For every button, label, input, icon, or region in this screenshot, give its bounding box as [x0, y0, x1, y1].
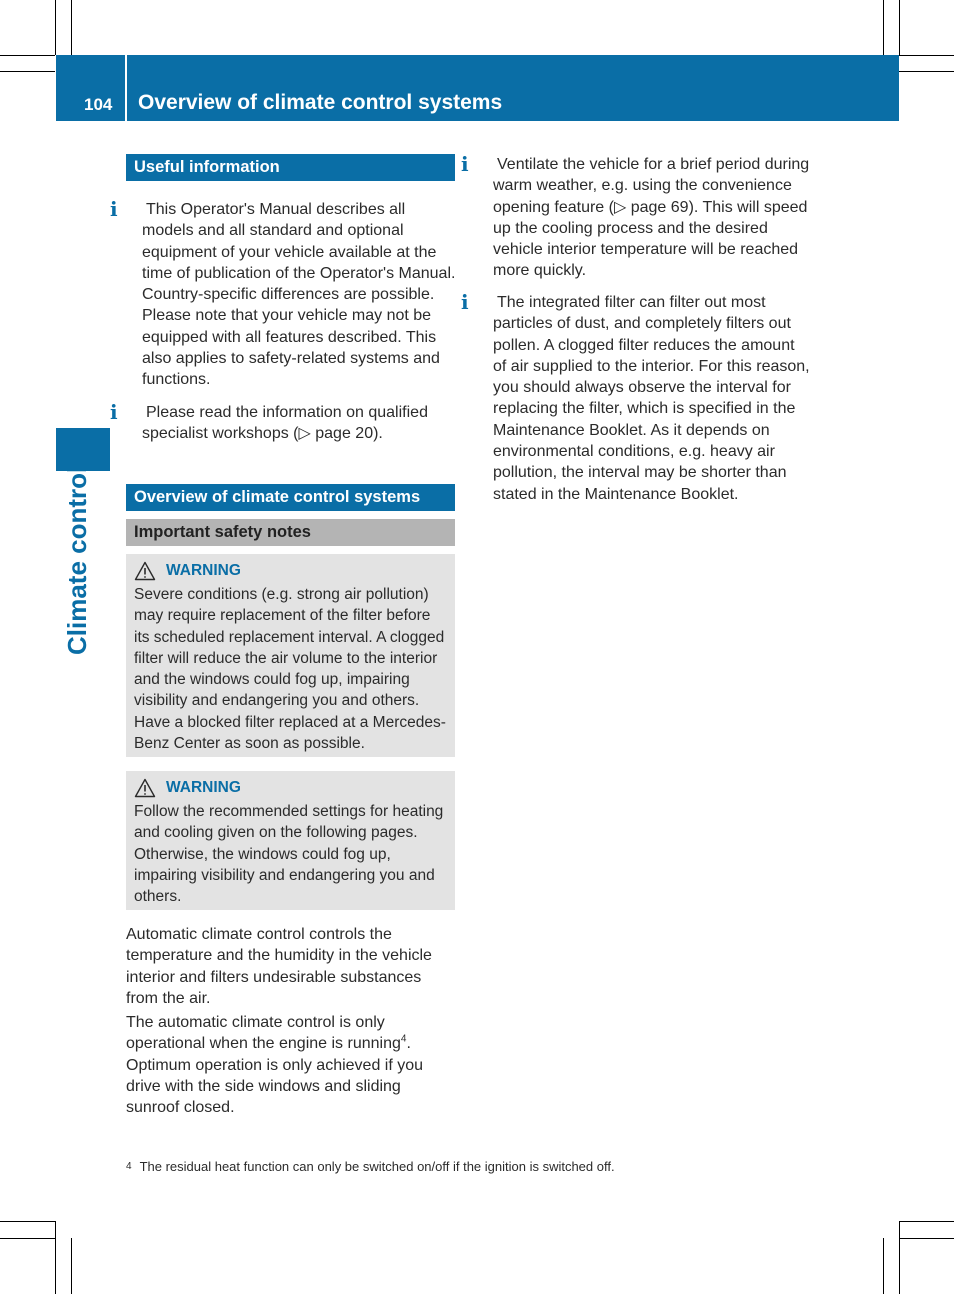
crop-mark [55, 0, 56, 55]
header-divider [125, 55, 127, 121]
crop-mark [883, 0, 884, 55]
crop-mark [899, 1221, 954, 1222]
warning-text: Severe conditions (e.g. strong air pollution) may require replacement of the filter before its scheduled replacement interval. A clogged filter will reduce the air volume to the interior and the windows could fog up, impairing visibility and endangering you and others. Have a blocked filter replaced at a Mercedes-Benz Center as soon as possible. [134, 586, 446, 753]
crop-mark [0, 1238, 55, 1239]
warning-header [134, 558, 447, 584]
body-paragraph: Automatic climate control controls the temperature and the humidity in the vehicle interior and filters undesirable substances from the air. [126, 926, 432, 1007]
info-note [461, 152, 810, 282]
crop-mark [899, 0, 900, 55]
crop-mark [55, 1221, 56, 1294]
info-note-text: Please read the information on qualified specialist workshops (▷ page 20). [142, 404, 428, 443]
useful-info-heading: Useful information [126, 154, 455, 181]
crop-mark [0, 55, 55, 56]
chapter-label: Climate control [62, 465, 92, 655]
info-note [110, 400, 457, 445]
footnote-text: The residual heat function can only be switched on/off if the ignition is switched off. [139, 1159, 615, 1174]
info-note-text: Ventilate the vehicle for a brief period during warm weather, e.g. using the convenience opening feature (▷ page 69). This will speed up the cooling process and the desired vehicle interior temperature will be reached more quickly. [493, 156, 810, 280]
crop-mark [71, 1238, 72, 1294]
warning-label: WARNING [166, 562, 241, 580]
crop-mark [899, 71, 954, 72]
page-title: Overview of climate control systems [138, 91, 503, 114]
info-note [110, 197, 457, 391]
info-icon: i [110, 400, 118, 424]
crop-mark [899, 1221, 900, 1294]
info-icon: i [461, 152, 469, 176]
crop-mark [899, 1238, 954, 1239]
info-icon: i [110, 197, 118, 221]
warning-label: WARNING [166, 779, 241, 797]
safety-notes-subheading: Important safety notes [126, 519, 455, 546]
crop-mark [71, 0, 72, 55]
crop-mark [899, 55, 954, 56]
chapter-tab [56, 428, 110, 471]
body-paragraph-text: . Optimum operation is only achieved if you drive with the side windows and sliding sunroof closed. [126, 1035, 424, 1117]
warning-header [134, 775, 447, 801]
crop-mark [0, 71, 55, 72]
crop-mark [0, 1221, 55, 1222]
crop-mark [883, 1238, 884, 1294]
page-header [56, 55, 899, 121]
info-icon: i [461, 290, 469, 314]
footnote-ref: 4 [400, 1033, 407, 1045]
overview-heading: Overview of climate control systems [126, 484, 455, 511]
warning-triangle-icon [134, 778, 156, 798]
warning-text: Follow the recommended settings for heating and cooling given on the following pages. Otherwise, the windows could fog up, impairing visibility and endangering you and others. [134, 803, 444, 906]
footnote-number: 4 [126, 1161, 132, 1172]
info-note-text: The integrated filter can filter out most particles of dust, and completely filters out pollen. A clogged filter reduces the amount of air supplied to the interior. For this reason, you should always observe the interval for replacing the filter, which is specified in the Maintenance Booklet. As it depends on environmental conditions, e.g. heavy air pollution, the interval may be shorter than stated in the Maintenance Booklet. [493, 294, 810, 503]
page-number: 104 [84, 95, 113, 114]
warning-box [126, 554, 455, 757]
warning-triangle-icon [134, 561, 156, 581]
warning-box [126, 771, 455, 910]
body-paragraph-text: The automatic climate control is only operational when the engine is running [126, 1014, 401, 1053]
info-note [461, 290, 810, 505]
body-paragraph [126, 1012, 455, 1118]
footnote [126, 1158, 615, 1176]
info-note-text: This Operator's Manual describes all models and all standard and optional equipment of your vehicle available at the time of publication of the Operator's Manual. Country-specific differences are possible. Please note that your vehicle may not be equipped with all features described. This also applies to safety-related systems and functions. [142, 201, 456, 389]
